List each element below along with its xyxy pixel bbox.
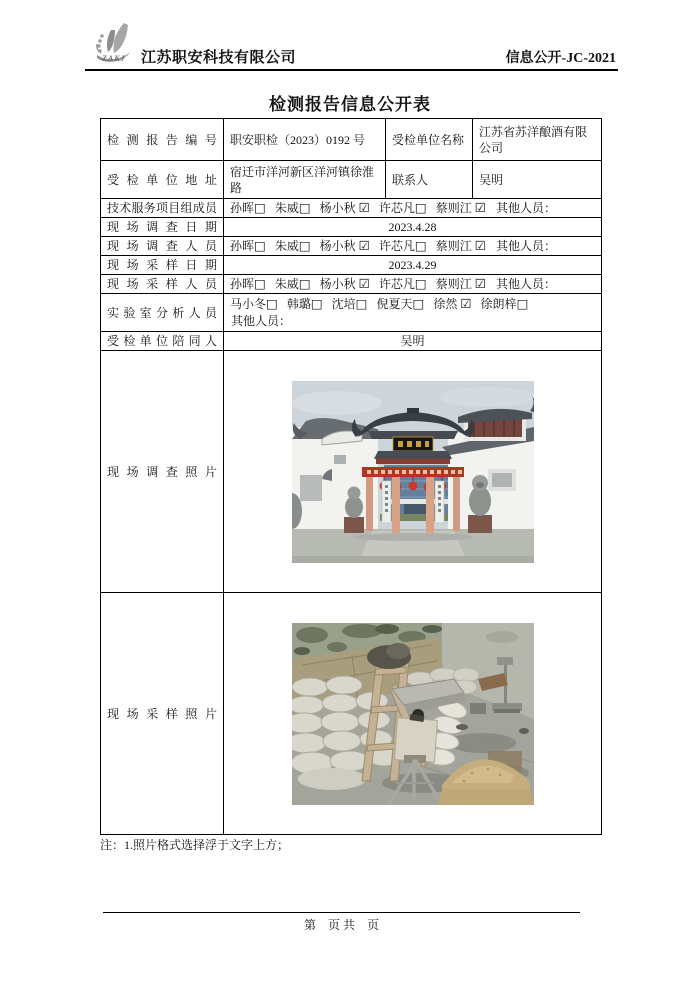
staff-name: 孙晖 bbox=[230, 201, 255, 215]
checked-checkbox-icon: ☑ bbox=[358, 238, 370, 253]
field-value-survey-staff bbox=[224, 237, 602, 256]
page-title: 检测报告信息公开表 bbox=[269, 95, 431, 114]
staff-option bbox=[379, 239, 427, 253]
field-label-lab-staff: 实验室分析人员 bbox=[101, 294, 224, 332]
staff-name: 杨小秋 bbox=[319, 201, 359, 215]
staff-name: 徐然 bbox=[433, 297, 461, 311]
staff-option bbox=[436, 277, 486, 291]
field-value-lab-staff bbox=[224, 294, 602, 332]
unchecked-checkbox-icon: □ bbox=[254, 238, 266, 253]
staff-option bbox=[436, 201, 486, 215]
field-label-contact: 联系人 bbox=[386, 161, 473, 199]
field-value-tech-team bbox=[224, 199, 602, 218]
row-lab-staff bbox=[101, 294, 602, 332]
staff-option bbox=[320, 201, 370, 215]
survey-photo-cell bbox=[224, 351, 602, 593]
company-name: 江苏职安科技有限公司 bbox=[141, 50, 297, 66]
staff-name: 许芯凡 bbox=[378, 239, 415, 253]
staff-option bbox=[230, 239, 266, 253]
checked-checkbox-icon: ☑ bbox=[460, 296, 472, 311]
unchecked-checkbox-icon: □ bbox=[254, 200, 266, 215]
staff-name: 沈培 bbox=[331, 297, 356, 311]
unchecked-checkbox-icon: □ bbox=[298, 276, 311, 291]
field-label-survey-date: 现场调查日期 bbox=[101, 218, 224, 237]
staff-name: 蔡则江 bbox=[435, 239, 475, 253]
footnote: 注：1.照片格式选择浮于文字上方； bbox=[100, 838, 290, 852]
staff-name: 倪夏天 bbox=[376, 297, 413, 311]
checked-checkbox-icon: ☑ bbox=[474, 238, 486, 253]
staff-option bbox=[230, 277, 266, 291]
staff-option bbox=[287, 297, 323, 311]
staff-option bbox=[230, 297, 278, 311]
staff-name: 杨小秋 bbox=[319, 239, 359, 253]
staff-option bbox=[379, 201, 427, 215]
checked-checkbox-icon: ☑ bbox=[358, 276, 370, 291]
row-sampling-staff bbox=[101, 275, 602, 294]
staff-name: 朱威 bbox=[274, 277, 299, 291]
company-logo-icon bbox=[93, 22, 141, 68]
unchecked-checkbox-icon: □ bbox=[266, 296, 278, 311]
field-value-survey-date: 2023.4.28 bbox=[224, 218, 602, 237]
staff-name: 朱威 bbox=[274, 239, 299, 253]
staff-option bbox=[332, 297, 368, 311]
field-label-sampling-date: 现场采样日期 bbox=[101, 256, 224, 275]
field-label-tech-team: 技术服务项目组成员 bbox=[101, 199, 224, 218]
row-report-no bbox=[101, 119, 602, 161]
unchecked-checkbox-icon: □ bbox=[355, 296, 368, 311]
checked-checkbox-icon: ☑ bbox=[474, 200, 486, 215]
staff-name: 许芯凡 bbox=[378, 201, 415, 215]
staff-option bbox=[436, 239, 486, 253]
unchecked-checkbox-icon: □ bbox=[516, 296, 529, 311]
staff-name: 蔡则江 bbox=[435, 277, 475, 291]
unchecked-checkbox-icon: □ bbox=[310, 296, 323, 311]
field-value-sampling-staff bbox=[224, 275, 602, 294]
other-staff-label: 其他人员： bbox=[495, 239, 556, 253]
other-staff-label: 其他人员： bbox=[495, 201, 556, 215]
field-label-client-name: 受检单位名称 bbox=[386, 119, 473, 161]
unchecked-checkbox-icon: □ bbox=[254, 276, 266, 291]
row-survey-date bbox=[101, 218, 602, 237]
document-code: 信息公开-JC-2021 bbox=[505, 51, 616, 66]
checked-checkbox-icon: ☑ bbox=[474, 276, 486, 291]
field-label-report-no: 检测报告编号 bbox=[101, 119, 224, 161]
staff-name: 杨小秋 bbox=[319, 277, 359, 291]
staff-option bbox=[230, 201, 266, 215]
row-survey-photo bbox=[101, 351, 602, 593]
staff-name: 韩璐 bbox=[286, 297, 311, 311]
page-header bbox=[85, 24, 618, 71]
field-label-survey-photo: 现场调查照片 bbox=[101, 351, 224, 593]
staff-name: 孙晖 bbox=[230, 277, 255, 291]
staff-option bbox=[275, 277, 311, 291]
unchecked-checkbox-icon: □ bbox=[414, 200, 427, 215]
field-label-escort: 受检单位陪同人 bbox=[101, 332, 224, 351]
staff-name: 马小冬 bbox=[230, 297, 267, 311]
row-survey-staff bbox=[101, 237, 602, 256]
staff-name: 徐朗梓 bbox=[480, 297, 517, 311]
field-value-report-no: 职安职检（2023）0192 号 bbox=[224, 119, 386, 161]
field-value-sampling-date: 2023.4.29 bbox=[224, 256, 602, 275]
row-tech-team bbox=[101, 199, 602, 218]
unchecked-checkbox-icon: □ bbox=[414, 276, 427, 291]
staff-name: 孙晖 bbox=[230, 239, 255, 253]
other-staff-label: 其他人员： bbox=[231, 314, 292, 328]
unchecked-checkbox-icon: □ bbox=[412, 296, 425, 311]
unchecked-checkbox-icon: □ bbox=[414, 238, 427, 253]
field-label-sampling-staff: 现场采样人员 bbox=[101, 275, 224, 294]
field-label-survey-staff: 现场调查人员 bbox=[101, 237, 224, 256]
row-sampling-photo bbox=[101, 593, 602, 835]
staff-option bbox=[433, 297, 471, 311]
staff-option bbox=[376, 297, 424, 311]
checked-checkbox-icon: ☑ bbox=[358, 200, 370, 215]
row-escort bbox=[101, 332, 602, 351]
field-value-client-address: 宿迁市洋河新区洋河镇徐淮路 bbox=[224, 161, 386, 199]
page-footer: 第 页 共 页 bbox=[103, 912, 580, 933]
staff-name: 许芯凡 bbox=[378, 277, 415, 291]
staff-option bbox=[320, 277, 370, 291]
staff-option bbox=[275, 201, 311, 215]
sampling-photo-cell bbox=[224, 593, 602, 835]
field-label-client-address: 受检单位地址 bbox=[101, 161, 224, 199]
unchecked-checkbox-icon: □ bbox=[298, 238, 311, 253]
site-survey-photo bbox=[292, 381, 534, 563]
field-value-client-name: 江苏省苏洋酿酒有限公司 bbox=[473, 119, 602, 161]
field-value-contact: 吴明 bbox=[473, 161, 602, 199]
staff-option bbox=[320, 239, 370, 253]
row-client-address bbox=[101, 161, 602, 199]
staff-option bbox=[481, 297, 529, 311]
staff-option bbox=[275, 239, 311, 253]
field-value-escort: 吴明 bbox=[224, 332, 602, 351]
staff-option bbox=[379, 277, 427, 291]
field-label-sampling-photo: 现场采样照片 bbox=[101, 593, 224, 835]
staff-name: 朱威 bbox=[274, 201, 299, 215]
staff-name: 蔡则江 bbox=[435, 201, 475, 215]
logo-acronym: ZAKJ bbox=[102, 54, 126, 63]
site-sampling-photo bbox=[292, 623, 534, 805]
row-sampling-date bbox=[101, 256, 602, 275]
disclosure-form-table bbox=[100, 118, 602, 835]
other-staff-label: 其他人员： bbox=[495, 277, 556, 291]
unchecked-checkbox-icon: □ bbox=[298, 200, 311, 215]
